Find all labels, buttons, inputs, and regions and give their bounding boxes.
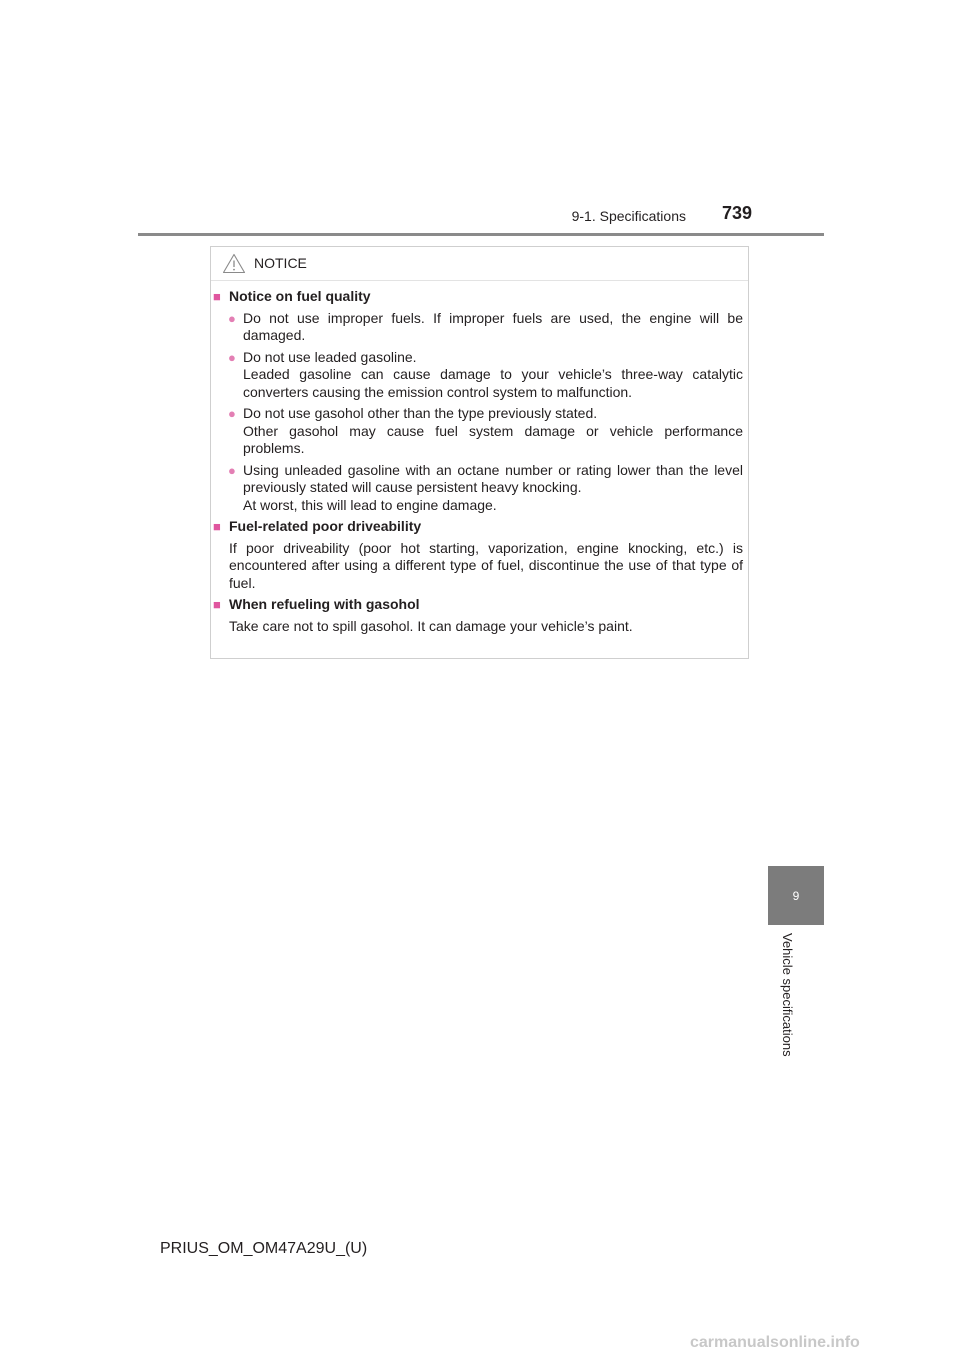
section-heading xyxy=(213,288,743,306)
notice-divider xyxy=(211,280,748,281)
square-bullet-icon: ■ xyxy=(213,597,221,612)
list-item-text: Do not use leaded gasoline. xyxy=(243,348,417,365)
list-item-text: Other gasohol may cause fuel system damage or vehicle performance problems. xyxy=(243,422,743,456)
list-item xyxy=(228,462,743,515)
warning-triangle-icon xyxy=(222,253,246,274)
notice-content xyxy=(213,288,743,639)
chapter-tab xyxy=(768,866,824,925)
dot-bullet-icon: ● xyxy=(228,462,236,478)
section-heading-text: Notice on fuel quality xyxy=(229,288,371,304)
dot-bullet-icon: ● xyxy=(228,349,236,365)
list-item-text: Do not use gasohol other than the type previously stated. xyxy=(243,405,598,421)
list-item xyxy=(228,349,743,402)
section-heading-text: When refueling with gasohol xyxy=(229,596,420,612)
section-heading-text: Fuel-related poor driveability xyxy=(229,518,422,534)
notice-header xyxy=(222,250,307,276)
section-heading xyxy=(213,596,743,614)
chapter-label: Vehicle specifications xyxy=(780,933,795,1057)
chapter-number: 9 xyxy=(792,888,800,903)
list-item xyxy=(228,405,743,458)
section-paragraph: If poor driveability (poor hot starting, vaporization, engine knocking, etc.) is encountered after using a different type of fuel, discontinue the use of that type of fuel. xyxy=(229,539,743,591)
section-heading xyxy=(213,518,743,536)
list-item-text: Using unleaded gasoline with an octane number or rating lower than the level previously stated will cause persistent heavy knocking. xyxy=(243,461,743,495)
header-divider xyxy=(138,233,824,236)
section-paragraph: Take care not to spill gasohol. It can damage your vehicle’s paint. xyxy=(229,617,633,634)
header-section-title: 9-1. Specifications xyxy=(571,208,686,224)
list-item xyxy=(228,310,743,345)
page-number: 739 xyxy=(722,203,753,223)
notice-title: NOTICE xyxy=(254,255,307,271)
dot-bullet-icon: ● xyxy=(228,406,236,421)
footer-doc-id: PRIUS_OM_OM47A29U_(U) xyxy=(160,1240,368,1257)
list-item-text: At worst, this will lead to engine damage. xyxy=(243,496,497,513)
square-bullet-icon: ■ xyxy=(213,519,221,534)
square-bullet-icon: ■ xyxy=(213,289,221,304)
list-item-text: Leaded gasoline can cause damage to your vehicle’s three-way catalytic converters causing the emission control system to malfunction. xyxy=(243,366,743,400)
dot-bullet-icon: ● xyxy=(228,310,236,326)
list-item-text: Do not use improper fuels. If improper fuels are used, the engine will be damaged. xyxy=(243,309,743,343)
watermark: carmanualsonline.info xyxy=(690,1334,860,1351)
